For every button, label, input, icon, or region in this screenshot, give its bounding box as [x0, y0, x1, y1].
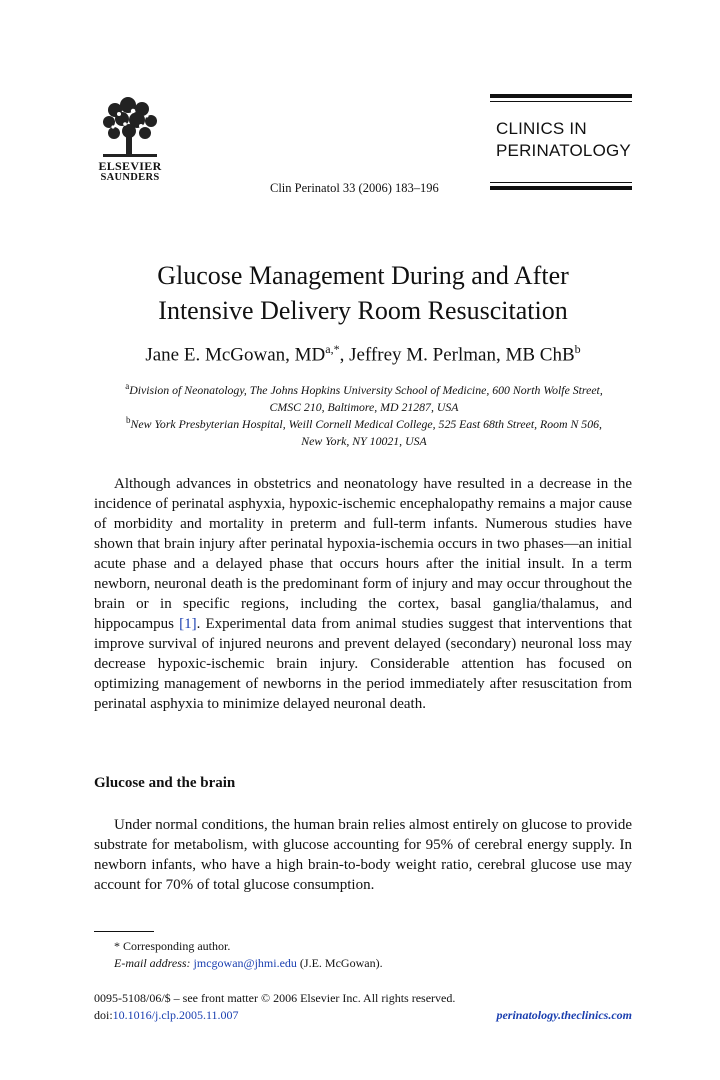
affiliation-b	[94, 412, 634, 450]
email-link[interactable]: jmcgowan@jhmi.edu	[193, 956, 297, 970]
corresponding-author-note: * Corresponding author.	[114, 939, 231, 953]
author-separator: ,	[339, 344, 350, 366]
author-list	[80, 342, 646, 366]
reference-link[interactable]: [1]	[179, 616, 197, 632]
abstract-text: Although advances in obstetrics and neonatology have resulted in a decrease in the incidence of perinatal asphyxia, hypoxic-ischemic encephalopathy remains a major cause of morbidity and mortality in preterm and full-term infants. Numerous studies have shown that brain injury after perinatal hypoxia-ischemia occurs in two phases—an initial acute phase and a delayed phase that occurs hours after the initial insult. In a term newborn, neuronal death is the predominant form of injury and may occur throughout the brain or in specific regions, including the cortex, basal ganglia/thalamus, and hippocampus	[94, 476, 632, 632]
affiliation-mark: a	[125, 381, 130, 391]
publisher-logo	[95, 96, 165, 188]
abstract-paragraph	[94, 474, 632, 714]
header-rule-bottom-thin	[490, 182, 632, 183]
author-name[interactable]: Jane E. McGowan, MD	[145, 344, 326, 366]
affiliation-mark: b	[126, 415, 131, 425]
affiliation-text: New York, NY 10021, USA	[301, 433, 427, 448]
title-line1: Glucose Management During and After	[157, 261, 569, 290]
article-title	[80, 258, 646, 328]
section-heading: Glucose and the brain	[94, 775, 236, 791]
email-label: E-mail address:	[114, 956, 191, 970]
author-affiliation-mark: a,*	[325, 342, 340, 356]
journal-website-link[interactable]: perinatology.theclinics.com	[496, 1008, 632, 1022]
publisher-name-elsevier: ELSEVIER	[98, 159, 162, 173]
journal-header	[490, 94, 632, 190]
journal-name-line1: CLINICS IN	[496, 119, 587, 138]
affiliation-text: CMSC 210, Baltimore, MD 21287, USA	[269, 399, 459, 414]
author-affiliation-mark: b	[574, 342, 581, 356]
header-rule-bottom	[490, 186, 632, 190]
journal-name-line2: PERINATOLOGY	[496, 141, 631, 160]
affiliation-text: Division of Neonatology, The Johns Hopkins University School of Medicine, 600 North Wolfe Street,	[129, 382, 603, 397]
journal-citation: Clin Perinatol 33 (2006) 183–196	[270, 181, 439, 195]
title-line2: Intensive Delivery Room Resuscitation	[158, 296, 568, 325]
abstract-text: . Experimental data from animal studies suggest that interventions that improve survival of injured neurons and prevent delayed (secondary) neuronal loss may decrease hypoxic-ischemic brain injury. Considerable attention has focused on optimizing management of newborns in the period immediately after resuscitation from perinatal asphyxia to minimize delayed neuronal death.	[94, 616, 632, 712]
header-rule-top	[490, 94, 632, 98]
author-name[interactable]: Jeffrey M. Perlman, MB ChB	[349, 344, 575, 366]
email-footnote	[114, 956, 383, 971]
footnote-divider	[94, 931, 154, 932]
affiliation-a	[94, 378, 634, 416]
doi-line	[94, 1008, 239, 1023]
section-paragraph: Under normal conditions, the human brain relies almost entirely on glucose to provide substrate for metabolism, with glucose accounting for 95% of cerebral energy supply. In newborn infants, who have a high brain-to-body weight ratio, cerebral glucose use may account for 70% of total glucose consumption.	[94, 817, 632, 893]
header-rule-top-thin	[490, 101, 632, 102]
publisher-name-saunders: SAUNDERS	[100, 172, 160, 183]
doi-link[interactable]: 10.1016/j.clp.2005.11.007	[112, 1008, 239, 1022]
tree-emblem-icon	[95, 96, 165, 160]
journal-name	[496, 118, 631, 162]
doi-label: doi:	[94, 1008, 113, 1022]
affiliation-text: New York Presbyterian Hospital, Weill Cornell Medical College, 525 East 68th Street, Room N 506,	[130, 416, 602, 431]
email-suffix: (J.E. McGowan).	[296, 956, 383, 970]
copyright-line: 0095-5108/06/$ – see front matter © 2006 Elsevier Inc. All rights reserved.	[94, 991, 456, 1005]
